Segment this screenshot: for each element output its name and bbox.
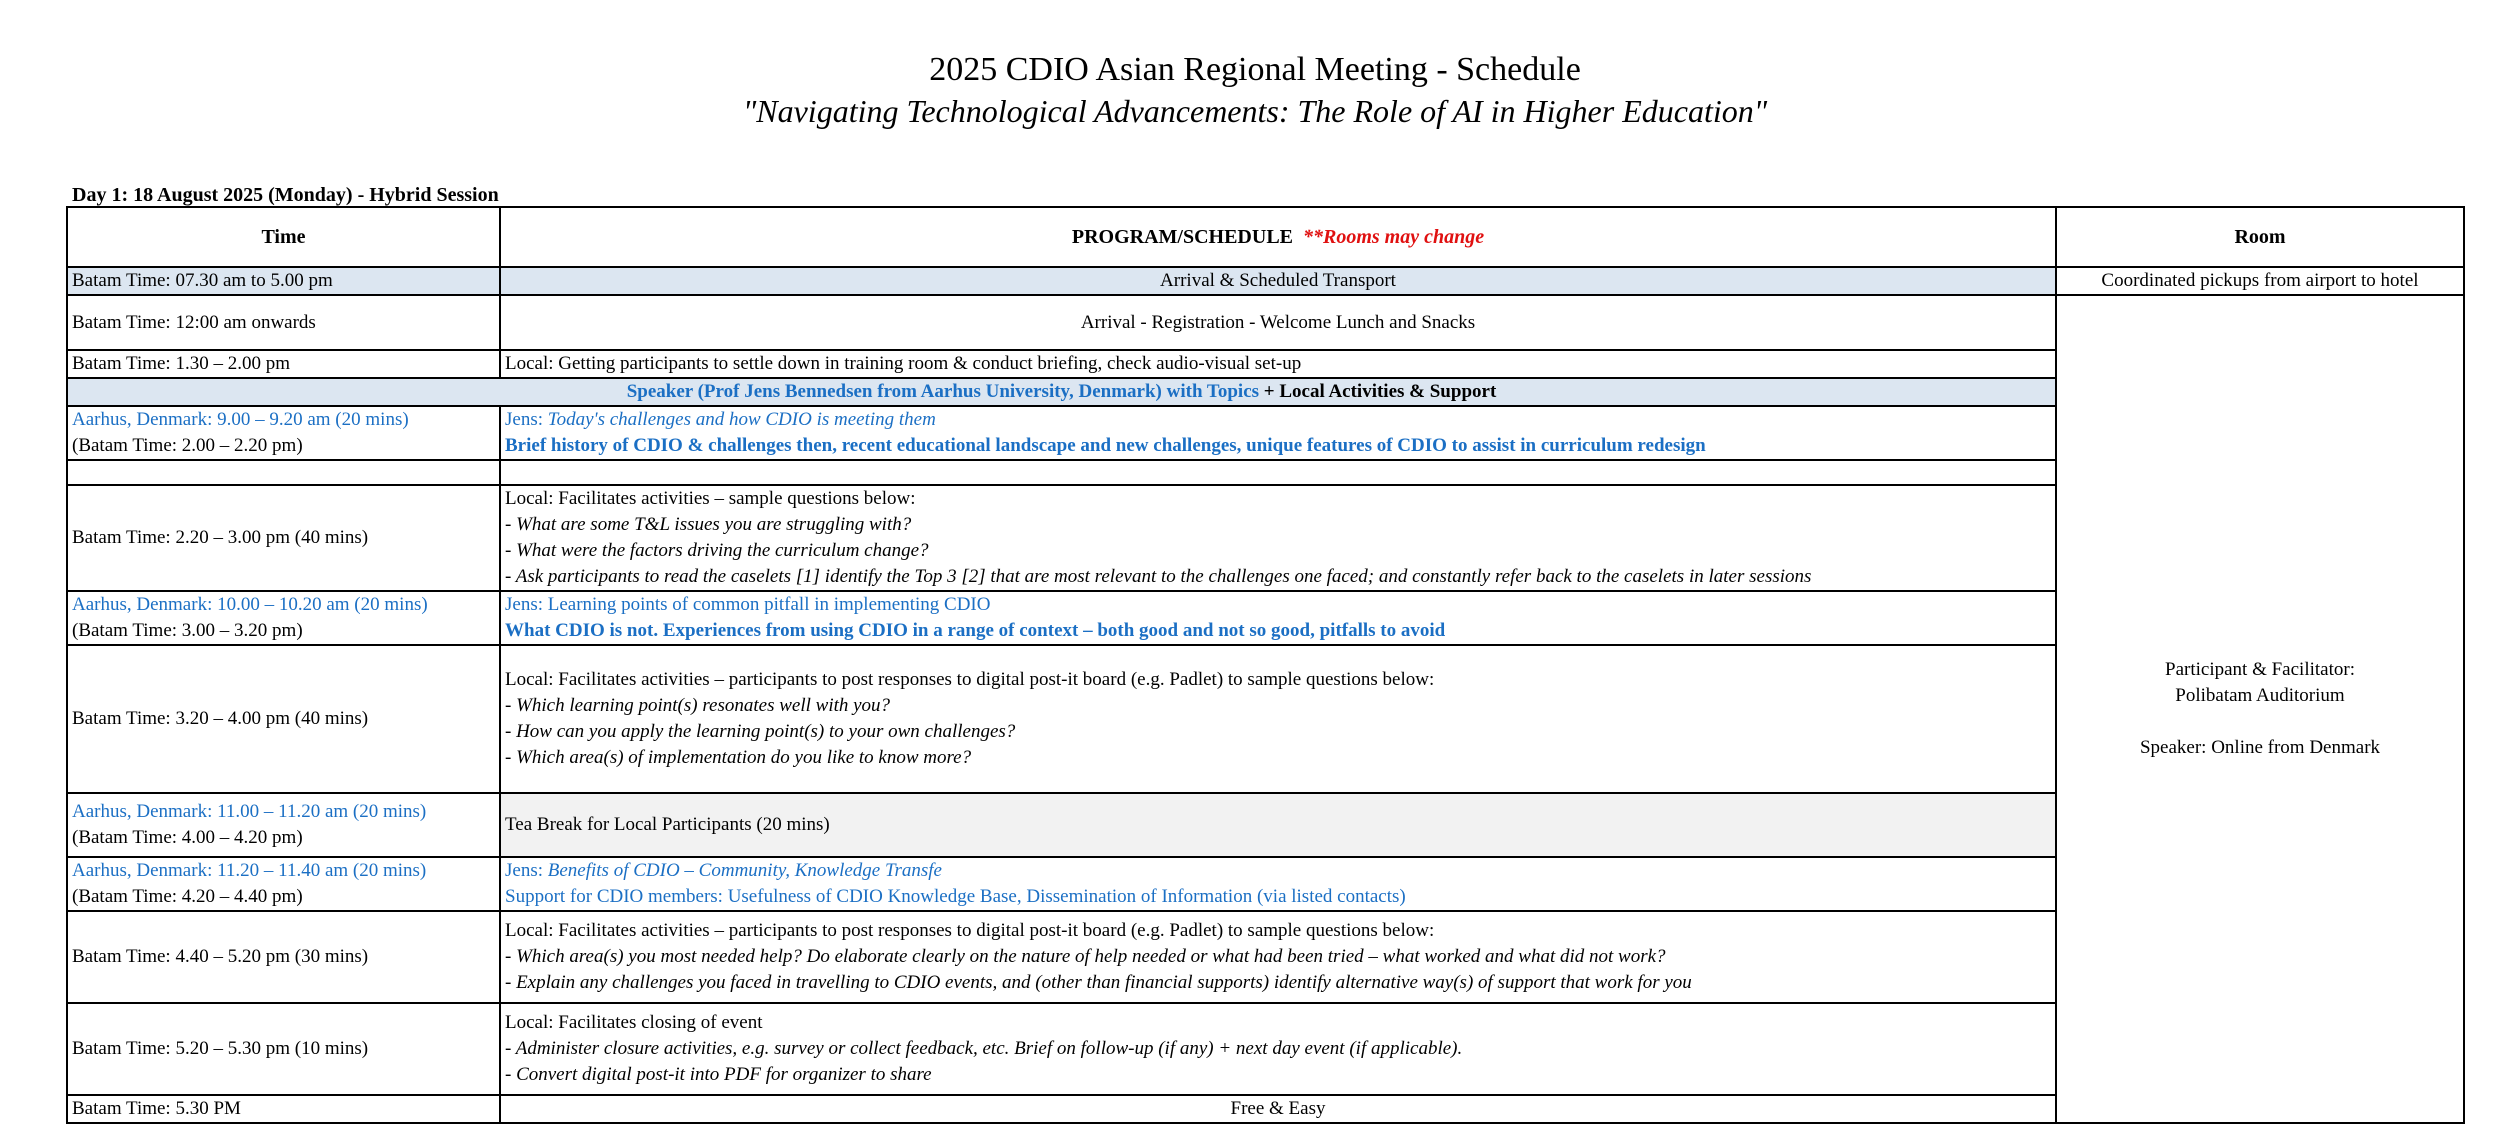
speaker-banner-black: + Local Activities & Support [1259,381,1497,402]
program-cell: Free & Easy [500,1095,2056,1123]
room-speaker-label: Speaker: Online from Denmark [2139,737,2381,758]
room-auditorium-label: Polibatam Auditorium [2175,685,2345,706]
room-cell: Coordinated pickups from airport to hotel [2056,267,2464,295]
time-cell [67,591,500,645]
aarhus-time: Aarhus, Denmark: 11.20 – 11.40 am (20 mins) [72,860,427,881]
page-title: 2025 CDIO Asian Regional Meeting - Schedule [929,51,1581,88]
program-cell [500,406,2056,460]
time-cell: Batam Time: 2.20 – 3.00 pm (40 mins) [67,485,500,591]
program-cell [500,485,2056,591]
room-merged-cell [2056,295,2464,1123]
program-cell: Arrival - Registration - Welcome Lunch and Snacks [500,295,2056,350]
table-header-row [67,207,2464,267]
activity-line: - Ask participants to read the caselets [1] identify the Top 3 [2] that are most relevant to the challenges one faced; and constantly refer back to the caselets in later sessions [505,566,1812,587]
program-header-label: PROGRAM/SCHEDULE [1071,226,1293,248]
activity-line: - Which learning point(s) resonates well with you? [505,695,891,716]
activity-line: Local: Facilitates activities – sample questions below: [505,488,916,509]
time-cell [67,857,500,911]
program-cell [500,591,2056,645]
program-cell [500,1003,2056,1095]
session-topic: Jens: Learning points of common pitfall in implementing CDIO [505,594,991,615]
aarhus-time: Aarhus, Denmark: 10.00 – 10.20 am (20 mins) [72,594,428,615]
program-cell: Local: Getting participants to settle down in training room & conduct briefing, check audio-visual set-up [500,350,2056,378]
batam-time: (Batam Time: 4.00 – 4.20 pm) [72,827,303,848]
room-column-header: Room [2056,207,2464,267]
time-cell: Batam Time: 07.30 am to 5.00 pm [67,267,500,295]
activity-line: - Which area(s) of implementation do you like to know more? [505,747,972,768]
rooms-change-note: **Rooms may change [1303,226,1485,248]
time-cell: Batam Time: 5.20 – 5.30 pm (10 mins) [67,1003,500,1095]
time-cell: Batam Time: 3.20 – 4.00 pm (40 mins) [67,645,500,793]
time-cell [67,793,500,857]
time-cell: Batam Time: 1.30 – 2.00 pm [67,350,500,378]
activity-line: - What were the factors driving the curriculum change? [505,540,929,561]
speaker-banner-blue: Speaker (Prof Jens Bennedsen from Aarhus University, Denmark) with Topics [626,381,1260,402]
session-description: What CDIO is not. Experiences from using CDIO in a range of context – both good and not so good, pitfalls to avoid [505,620,1446,641]
room-participant-label: Participant & Facilitator: [2165,659,2355,680]
program-cell [500,645,2056,793]
activity-line: - Explain any challenges you faced in travelling to CDIO events, and (other than financial supports) identify alternative way(s) of support that work for you [505,972,1692,993]
program-cell: Tea Break for Local Participants (20 mins) [500,793,2056,857]
table-row [67,267,2464,295]
activity-line: Local: Facilitates activities – participants to post responses to digital post-it board (e.g. Padlet) to sample questions below: [505,920,1435,941]
time-cell: Batam Time: 4.40 – 5.20 pm (30 mins) [67,911,500,1003]
activity-line: - What are some T&L issues you are struggling with? [505,514,912,535]
session-description: Brief history of CDIO & challenges then, recent educational landscape and new challenges, unique features of CDIO to assist in curriculum redesign [505,435,1706,456]
program-cell [500,911,2056,1003]
time-cell: Batam Time: 12:00 am onwards [67,295,500,350]
batam-time: (Batam Time: 2.00 – 2.20 pm) [72,435,303,456]
time-cell [67,406,500,460]
activity-line: - Which area(s) you most needed help? Do elaborate clearly on the nature of help needed or what had been tried – what worked and what did not work? [505,946,1666,967]
schedule-table [66,206,2465,1124]
table-row [67,295,2464,350]
empty-cell [500,460,2056,485]
aarhus-time: Aarhus, Denmark: 9.00 – 9.20 am (20 mins) [72,409,409,430]
activity-line: Local: Facilitates closing of event [505,1012,763,1033]
speaker-prefix: Jens: [505,860,548,881]
activity-line: Local: Facilitates activities – participants to post responses to digital post-it board (e.g. Padlet) to sample questions below: [505,669,1435,690]
page-subtitle: "Navigating Technological Advancements: The Role of AI in Higher Education" [742,93,1768,129]
activity-line: - Administer closure activities, e.g. survey or collect feedback, etc. Brief on follow-up (if any) + next day event (if applicable). [505,1038,1463,1059]
empty-cell [67,460,500,485]
activity-line: - Convert digital post-it into PDF for organizer to share [505,1064,932,1085]
program-column-header [500,207,2056,267]
speaker-prefix: Jens: [505,409,548,430]
aarhus-time: Aarhus, Denmark: 11.00 – 11.20 am (20 mins) [72,801,427,822]
day-label: Day 1: 18 August 2025 (Monday) - Hybrid Session [72,184,499,206]
batam-time: (Batam Time: 4.20 – 4.40 pm) [72,886,303,907]
program-cell [500,857,2056,911]
time-column-header: Time [67,207,500,267]
activity-line: - How can you apply the learning point(s) to your own challenges? [505,721,1016,742]
session-topic: Benefits of CDIO – Community, Knowledge Transfe [547,860,942,881]
speaker-banner [67,378,2056,406]
batam-time: (Batam Time: 3.00 – 3.20 pm) [72,620,303,641]
session-topic: Today's challenges and how CDIO is meeting them [547,409,936,430]
session-description: Support for CDIO members: Usefulness of CDIO Knowledge Base, Dissemination of Information (via listed contacts) [505,886,1406,907]
time-cell: Batam Time: 5.30 PM [67,1095,500,1123]
program-cell: Arrival & Scheduled Transport [500,267,2056,295]
